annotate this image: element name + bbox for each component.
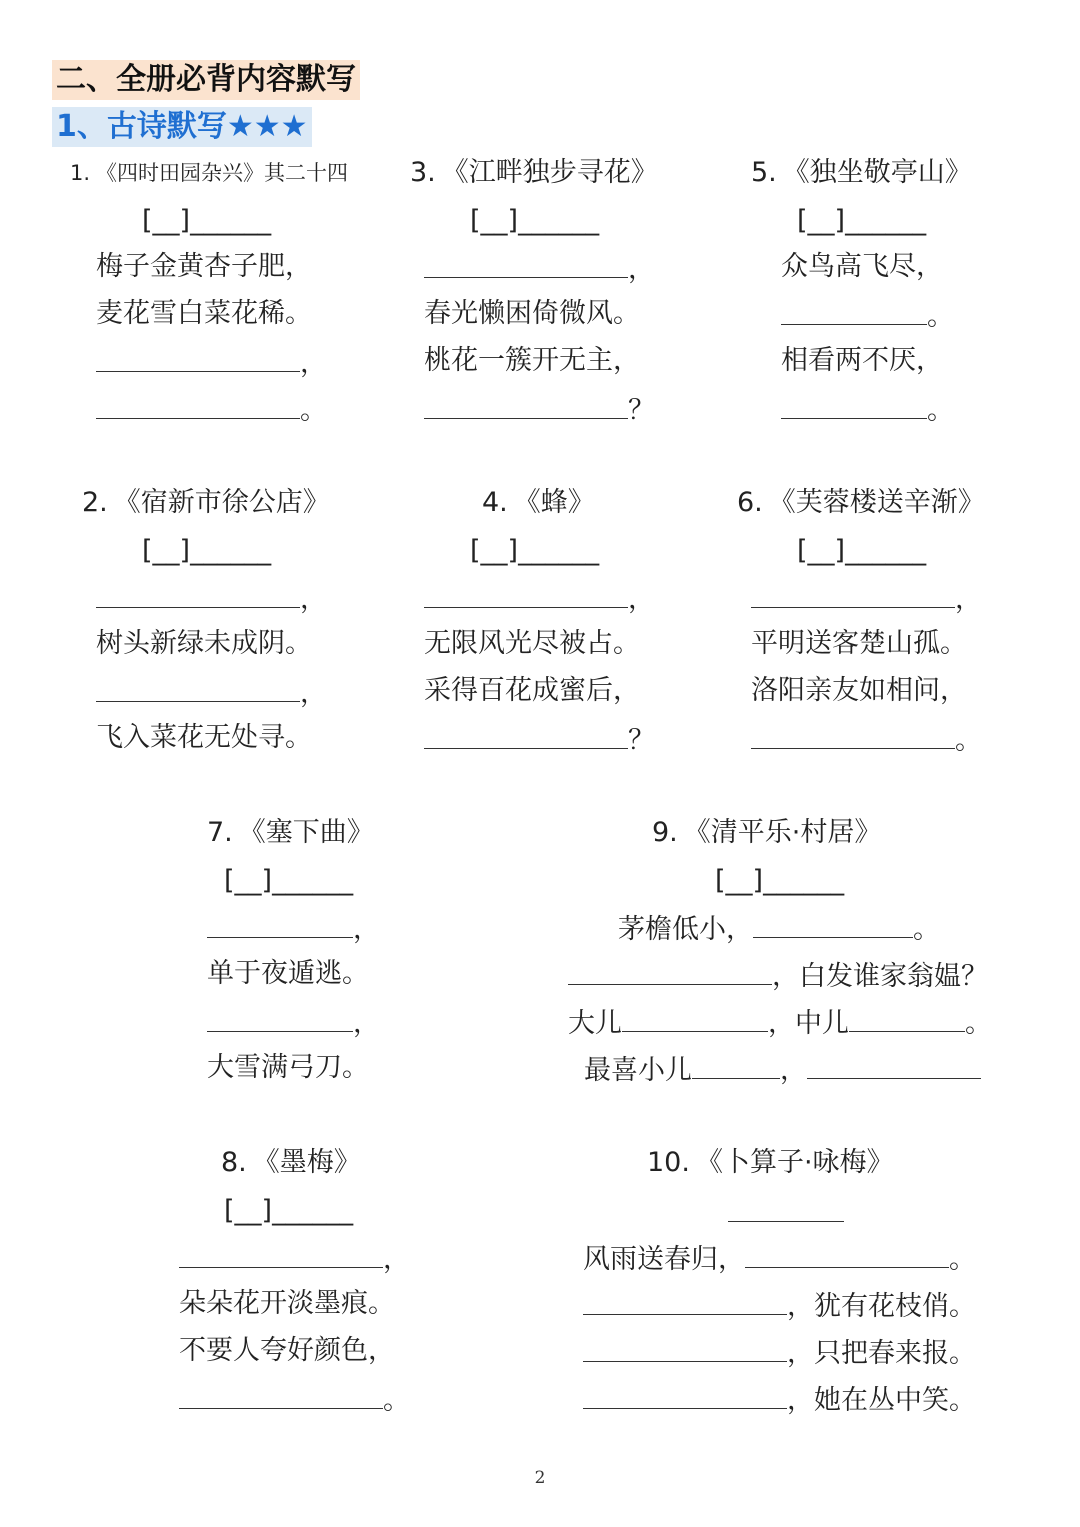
author-blank[interactable]: [__]______: [470, 535, 600, 566]
poem-title: 4. 《蜂》: [482, 487, 595, 518]
poem-line[interactable]: ，只把春来报。: [583, 1333, 976, 1372]
author-blank[interactable]: [__]______: [142, 535, 272, 566]
fill-blank[interactable]: 。: [179, 1380, 410, 1419]
poem-line: 大雪满弓刀。: [207, 1052, 369, 1083]
fill-blank[interactable]: ，: [751, 579, 982, 618]
fill-blank[interactable]: ，: [424, 249, 655, 288]
poem-line: 采得百花成蜜后，: [424, 675, 640, 706]
poem-line: 洛阳亲友如相问，: [751, 675, 967, 706]
poem-line: 相看两不厌，: [781, 345, 943, 376]
author-blank[interactable]: [__]______: [224, 1195, 354, 1226]
poem-line: 众鸟高飞尽，: [781, 251, 943, 282]
poem-line: 树头新绿未成阴。: [96, 628, 312, 659]
section-title: 二、全册必背内容默写: [52, 60, 360, 100]
poem-line: 无限风光尽被占。: [424, 628, 640, 659]
page-number: 2: [534, 1468, 546, 1488]
fill-blank[interactable]: 。: [781, 390, 954, 429]
sub-title: 1、古诗默写★★★: [52, 107, 312, 147]
fill-blank[interactable]: 。: [781, 296, 954, 335]
poem-line[interactable]: ，犹有花枝俏。: [583, 1286, 976, 1325]
author-blank[interactable]: [__]______: [470, 205, 600, 236]
fill-blank[interactable]: ，: [96, 579, 327, 618]
poem-line[interactable]: 大儿 ，中儿 。: [568, 1003, 992, 1042]
poem-line[interactable]: 风雨送春归， 。: [583, 1239, 976, 1278]
fill-blank[interactable]: 。: [751, 720, 982, 759]
fill-blank[interactable]: 。: [96, 390, 327, 429]
poem-line[interactable]: ，白发谁家翁媪？: [568, 956, 988, 995]
poem-title: 10. 《卜算子·咏梅》: [647, 1147, 894, 1178]
fill-blank[interactable]: ，: [179, 1239, 410, 1278]
fill-blank[interactable]: ，: [207, 1003, 380, 1042]
poem-line[interactable]: ，她在丛中笑。: [583, 1380, 976, 1419]
poem-line[interactable]: 最喜小儿 ，: [584, 1050, 981, 1089]
fill-blank[interactable]: ？: [424, 720, 655, 759]
poem-title: 5. 《独坐敬亭山》: [751, 157, 972, 188]
author-blank[interactable]: [__]______: [715, 865, 845, 896]
poem-line: 麦花雪白菜花稀。: [96, 298, 312, 329]
poem-line: 梅子金黄杏子肥，: [96, 251, 312, 282]
author-blank[interactable]: [__]______: [142, 205, 272, 236]
poem-line: 单于夜遁逃。: [207, 958, 369, 989]
poem-title: 7. 《塞下曲》: [207, 817, 374, 848]
fill-blank[interactable]: ，: [207, 909, 380, 948]
poem-title: 1. 《四时田园杂兴》其二十四: [70, 161, 349, 185]
author-blank[interactable]: [__]______: [797, 535, 927, 566]
poem-line: 飞入菜花无处寻。: [96, 722, 312, 753]
poem-line: 不要人夸好颜色，: [179, 1335, 395, 1366]
poem-title: 2. 《宿新市徐公店》: [82, 487, 330, 518]
author-blank[interactable]: [728, 1193, 844, 1232]
fill-blank[interactable]: ？: [424, 390, 655, 429]
fill-blank[interactable]: ，: [96, 343, 327, 382]
poem-line: 朵朵花开淡墨痕。: [179, 1288, 395, 1319]
author-blank[interactable]: [__]______: [224, 865, 354, 896]
poem-title: 6. 《芙蓉楼送辛渐》: [737, 487, 985, 518]
poem-line[interactable]: 茅檐低小， 。: [618, 909, 940, 948]
author-blank[interactable]: [__]______: [797, 205, 927, 236]
poem-line: 平明送客楚山孤。: [751, 628, 967, 659]
poem-title: 9. 《清平乐·村居》: [652, 817, 882, 848]
poem-title: 3. 《江畔独步寻花》: [410, 157, 658, 188]
poem-line: 春光懒困倚微风。: [424, 298, 640, 329]
poem-title: 8. 《墨梅》: [221, 1147, 361, 1178]
poem-line: 桃花一簇开无主，: [424, 345, 640, 376]
fill-blank[interactable]: ，: [96, 673, 327, 712]
fill-blank[interactable]: ，: [424, 579, 655, 618]
